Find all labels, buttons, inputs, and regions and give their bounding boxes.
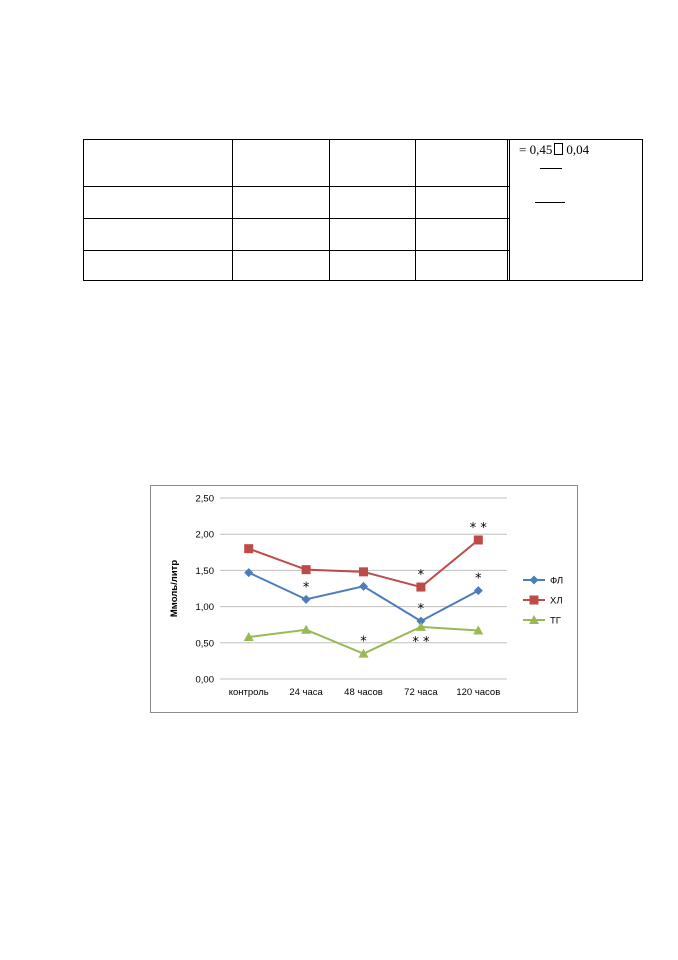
formula-text bbox=[519, 142, 589, 158]
data-table bbox=[83, 139, 644, 282]
data-point bbox=[474, 586, 483, 595]
legend-marker bbox=[530, 576, 539, 585]
chart-svg bbox=[151, 486, 577, 712]
y-tick-label: 0,50 bbox=[195, 638, 214, 650]
formula-value: = 0,45 bbox=[519, 142, 553, 157]
table-cell bbox=[416, 140, 510, 187]
table-cell bbox=[330, 251, 416, 281]
table-cell bbox=[416, 251, 510, 281]
formula-rule bbox=[540, 168, 562, 169]
table-cell bbox=[233, 219, 330, 251]
significance-marker: * bbox=[417, 568, 425, 584]
x-tick-label: 120 часов bbox=[456, 687, 501, 698]
significance-marker: * bbox=[302, 580, 310, 596]
table-grid bbox=[83, 139, 510, 281]
legend-label: ФЛ bbox=[550, 575, 564, 587]
data-point bbox=[359, 582, 368, 591]
y-axis-title: Ммоль/литр bbox=[169, 559, 180, 618]
data-point bbox=[302, 595, 311, 604]
y-tick-label: 1,00 bbox=[195, 602, 214, 614]
formula-rule bbox=[535, 202, 565, 203]
y-tick-label: 0,00 bbox=[195, 674, 214, 686]
series-line bbox=[249, 573, 479, 622]
table-cell bbox=[416, 187, 510, 219]
table-cell bbox=[416, 219, 510, 251]
table-cell bbox=[330, 140, 416, 187]
x-tick-label: 72 часа bbox=[404, 687, 438, 698]
data-point bbox=[416, 583, 425, 592]
y-tick-label: 1,50 bbox=[195, 565, 214, 577]
significance-marker: * bbox=[360, 634, 367, 650]
data-point bbox=[474, 535, 483, 544]
table-cell bbox=[330, 187, 416, 219]
significance-marker: * bbox=[475, 571, 482, 587]
significance-marker: * * bbox=[469, 520, 487, 536]
significance-marker: * bbox=[417, 602, 425, 618]
legend-label: ХЛ bbox=[550, 595, 563, 607]
legend-marker bbox=[530, 596, 539, 605]
significance-marker: * * bbox=[412, 634, 430, 650]
x-tick-label: контроль bbox=[228, 687, 269, 698]
line-chart bbox=[150, 485, 578, 713]
formula-tail: 0,04 bbox=[566, 142, 590, 157]
table-cell bbox=[233, 251, 330, 281]
table-cell bbox=[84, 140, 233, 187]
y-tick-label: 2,00 bbox=[195, 529, 214, 541]
y-tick-label: 2,50 bbox=[195, 493, 214, 505]
data-point bbox=[359, 567, 368, 576]
data-point bbox=[244, 568, 253, 577]
table-cell bbox=[233, 187, 330, 219]
table-cell bbox=[84, 251, 233, 281]
data-point bbox=[244, 544, 253, 553]
series-line bbox=[249, 540, 479, 587]
formula-cell bbox=[507, 139, 643, 281]
legend-label: ТГ bbox=[550, 615, 561, 627]
table-cell bbox=[233, 140, 330, 187]
data-point bbox=[302, 565, 311, 574]
table-cell bbox=[84, 187, 233, 219]
missing-glyph-icon bbox=[554, 143, 563, 155]
table-cell bbox=[330, 219, 416, 251]
x-tick-label: 48 часов bbox=[344, 687, 383, 698]
table-cell bbox=[84, 219, 233, 251]
x-tick-label: 24 часа bbox=[289, 687, 323, 698]
